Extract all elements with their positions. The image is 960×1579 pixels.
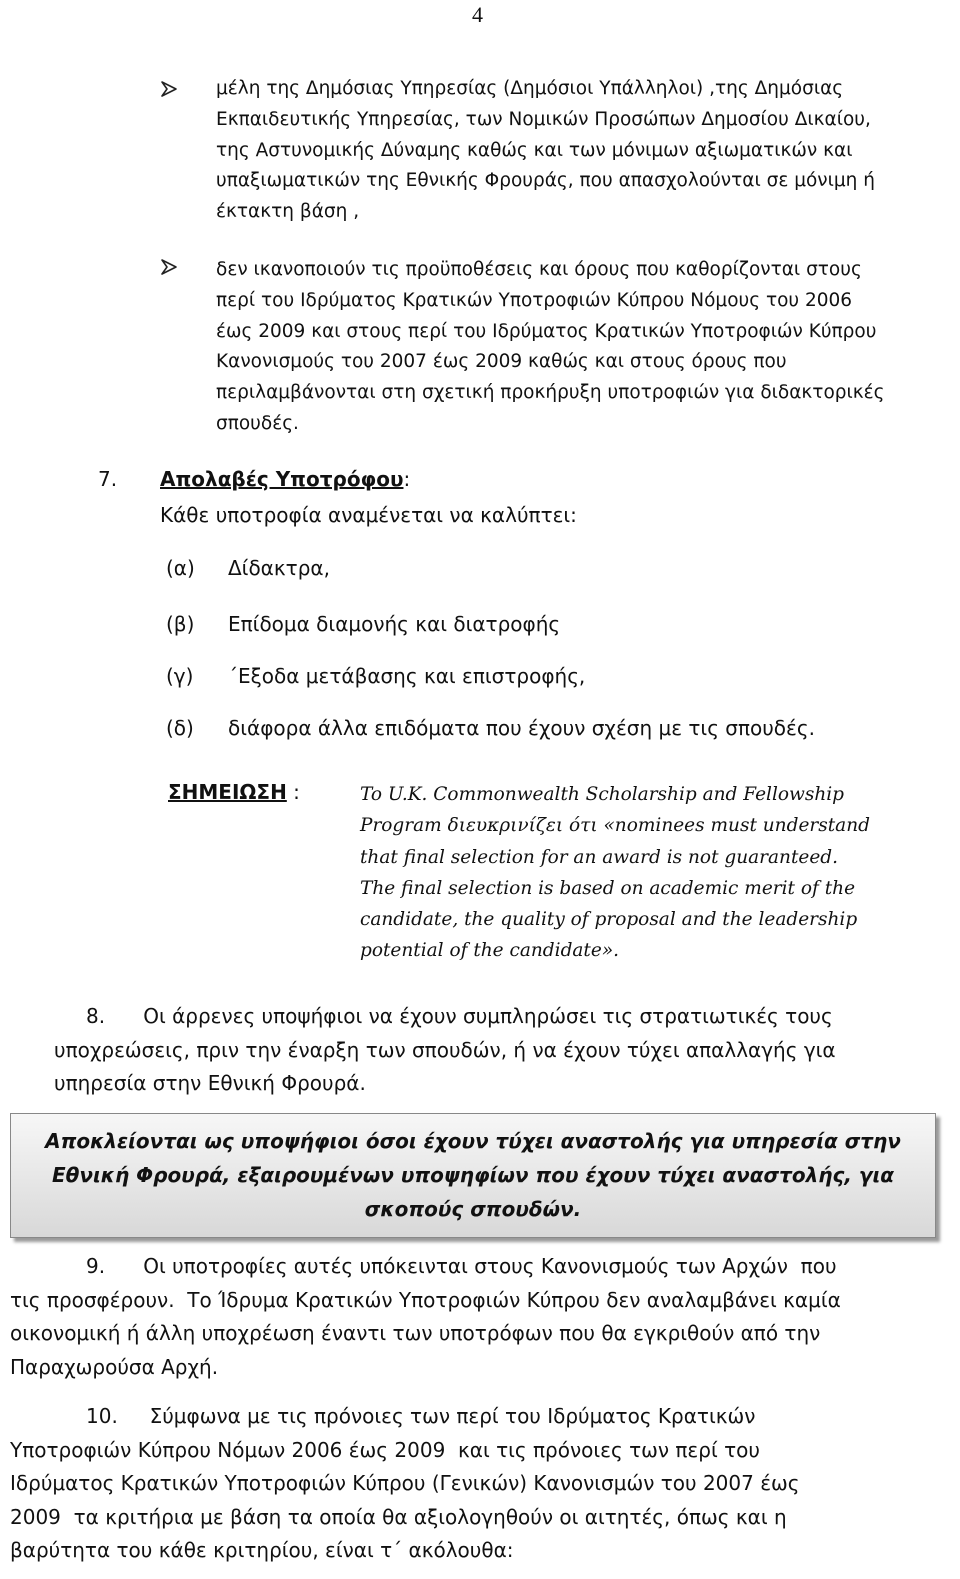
paragraph-line: 2009 τα κριτήρια με βάση τα οποία θα αξιολογηθούν οι αιτητές, όπως και η	[10, 1504, 787, 1529]
note-line: that final selection for an award is not guaranteed.	[360, 846, 839, 868]
bullet-line: σπουδές.	[216, 412, 299, 434]
section-8-paragraph	[54, 1000, 946, 1101]
paragraph-line: υπηρεσία στην Εθνική Φρουρά.	[54, 1071, 366, 1095]
bullet-line: της Αστυνομικής Δύναμης καθώς και των μόνιμων αξιωματικών και	[216, 139, 853, 161]
page-number: 4	[472, 2, 483, 27]
note-line: To U.K. Commonwealth Scholarship and Fellowship	[360, 784, 845, 805]
list-item-mark: (δ)	[166, 716, 194, 740]
bullet-line: Κανονισμούς του 2007 έως 2009 καθώς και στους όρους που	[216, 351, 787, 373]
arrowhead-bullet-icon	[160, 80, 178, 101]
list-item	[166, 716, 815, 740]
note-line: Program διευκρινίζει ότι «nominees must understand	[360, 815, 870, 837]
list-item-mark: (β)	[166, 612, 195, 636]
section-title: Απολαβές Υποτρόφου	[160, 467, 404, 491]
paragraph-line: τις προσφέρουν. Το Ίδρυμα Κρατικών Υποτροφιών Κύπρου δεν αναλαμβάνει καμία	[10, 1287, 841, 1312]
paragraph-line: Υποτροφιών Κύπρου Νόμων 2006 έως 2009 και τις πρόνοιες των περί του	[10, 1437, 760, 1462]
list-item-text: διάφορα άλλα επιδόματα που έχουν σχέση με τις σπουδές.	[228, 716, 815, 740]
callout-line: σκοπούς σπουδών.	[364, 1197, 582, 1221]
callout-line: Εθνική Φρουρά, εξαιρουμένων υποψηφίων που έχουν τύχει αναστολής, για	[51, 1163, 895, 1187]
section-title-colon: :	[403, 467, 411, 491]
paragraph-line: Ιδρύματος Κρατικών Υποτροφιών Κύπρου (Γενικών) Κανονισμών του 2007 έως	[10, 1471, 800, 1495]
note-label	[168, 780, 300, 804]
note-label-colon: :	[286, 780, 300, 804]
note-line: potential of the candidate».	[360, 940, 620, 962]
bullet-line: δεν ικανοποιούν τις προϋποθέσεις και όρους που καθορίζονται στους	[216, 259, 862, 280]
section-7-intro: Κάθε υποτροφία αναμένεται να καλύπτει:	[160, 503, 577, 527]
note-text	[360, 779, 948, 967]
bullet-line: μέλη της Δημόσιας Υπηρεσίας (Δημόσιοι Υπάλληλοι) ,της Δημόσιας	[216, 78, 844, 99]
section-10-paragraph	[10, 1400, 946, 1568]
bullet-line: υπαξιωματικών της Εθνικής Φρουράς, που απασχολούνται σε μόνιμη ή	[216, 170, 875, 192]
list-item-text: Επίδομα διαμονής και διατροφής	[228, 612, 561, 636]
section-9-paragraph	[10, 1250, 946, 1384]
list-item-mark: (α)	[166, 556, 195, 580]
callout-text	[11, 1124, 935, 1226]
bullet-item-conditions	[216, 255, 944, 440]
paragraph-line: Παραχωρούσα Αρχή.	[10, 1354, 219, 1379]
note-line: The final selection is based on academic merit of the	[360, 877, 856, 899]
section-number: 7.	[98, 467, 118, 491]
section-7-heading	[98, 467, 410, 491]
bullet-line: έκτακτη βάση ,	[216, 201, 360, 223]
list-item	[166, 612, 560, 636]
list-item-text: Δίδακτρα,	[228, 556, 330, 580]
arrowhead-bullet-icon	[160, 258, 178, 279]
paragraph-line: 10. Σύμφωνα με τις πρόνοιες των περί του Ιδρύματος Κρατικών	[86, 1404, 756, 1428]
paragraph-line: βαρύτητα του κάθε κριτηρίου, είναι τ΄ ακόλουθα:	[10, 1538, 514, 1562]
list-item	[166, 556, 330, 580]
paragraph-line: οικονομική ή άλλη υποχρέωση έναντι των υποτρόφων που θα εγκριθούν από την	[10, 1321, 821, 1345]
list-item-mark: (γ)	[166, 664, 194, 688]
paragraph-line: υποχρεώσεις, πριν την έναρξη των σπουδών, ή να έχουν τύχει απαλλαγής για	[54, 1037, 836, 1062]
note-label-word: ΣΗΜΕΙΩΣΗ	[168, 780, 287, 804]
bullet-line: Εκπαιδευτικής Υπηρεσίας, των Νομικών Προσώπων Δημοσίου Δικαίου,	[216, 108, 871, 130]
list-item-text: ΄Εξοδα μετάβασης και επιστροφής,	[228, 664, 586, 688]
bullet-item-civil-servants	[216, 74, 944, 228]
bullet-line: περιλαμβάνονται στη σχετική προκήρυξη υποτροφιών για διδακτορικές	[216, 382, 885, 404]
list-item	[166, 664, 585, 688]
note-line: candidate, the quality of proposal and the leadership	[360, 909, 858, 931]
paragraph-line: 8. Οι άρρενες υποψήφιοι να έχουν συμπληρώσει τις στρατιωτικές τους	[86, 1004, 833, 1028]
paragraph-line: 9. Οι υποτροφίες αυτές υπόκεινται στους Κανονισμούς των Αρχών που	[86, 1254, 837, 1278]
bullet-line: έως 2009 και στους περί του Ιδρύματος Κρατικών Υποτροφιών Κύπρου	[216, 320, 877, 342]
callout-line: Αποκλείονται ως υποψήφιοι όσοι έχουν τύχει αναστολής για υπηρεσία στην	[45, 1129, 901, 1153]
exclusion-callout-box	[10, 1113, 936, 1238]
bullet-line: περί του Ιδρύματος Κρατικών Υποτροφιών Κύπρου Νόμους του 2006	[216, 289, 853, 311]
